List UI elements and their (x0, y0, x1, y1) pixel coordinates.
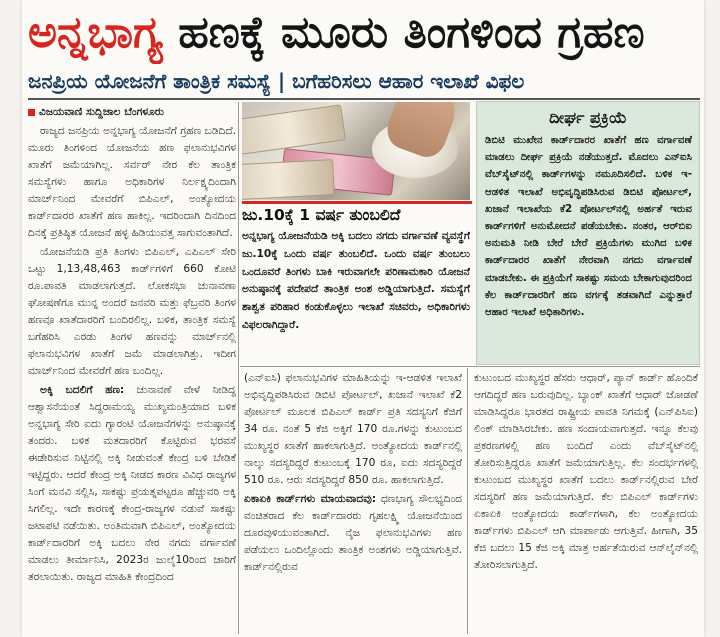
column-divider (238, 102, 239, 634)
article-paragraph (28, 382, 236, 586)
section-divider (240, 366, 700, 367)
subheadline: ಜನಪ್ರಿಯ ಯೋಜನೆಗೆ ತಾಂತ್ರಿಕ ಸಮಸ್ಯೆ | ಬಗೆಹರಿಸಲು ಆಹಾರ ಇಲಾಖೆ ವಿಫಲ (28, 69, 525, 93)
currency-note-image (242, 159, 335, 200)
box-title: ಜು.10ಕ್ಕೆ 1 ವರ್ಷ ತುಂಬಲಿದೆ (242, 206, 401, 224)
headline-rest: ಹಣಕ್ಕೆ ಮೂರು ತಿಂಗಳಿಂದ ಗ್ರಹಣ (162, 7, 645, 58)
article-paragraph: ಯೋಜನೆಯಡಿ ಪ್ರತಿ ತಿಂಗಳು ಬಿಪಿಎಲ್, ಎಪಿಎಲ್ ಸೇರಿ ಒಟ್ಟು 1,13,48,463 ಕಾರ್ಡ್‌ಗಳಿಗೆ 660 ಕೋಟಿ ರೂ.ಪಾವತಿ ಮಾಡಲಾಗುತ್ತದೆ. ಲೋಕಸಭಾ ಚುನಾವಣಾ ಘೋಷಣೆಗೂ ಮುನ್ನ ಅಂದರೆ ಜನವರಿ ಮತ್ತು ಫೆಬ್ರವರಿ ತಿಂಗಳ ಹಣವೂ ಖಾತೆದಾರರಿಗೆ ಬಂದಿರಲಿಲ್ಲ. ಬಳಿಕ, ತಾಂತ್ರಿಕ ಸಮಸ್ಯೆ ಬಗೆಹರಿಸಿ ಎರಡು ತಿಂಗಳ ಹಣವನ್ನು ಮಾರ್ಚ್‌ನಲ್ಲಿ ಫಲಾನುಭವಿಗಳ ಖಾತೆಗೆ ಜಮೆ ಮಾಡಲಾಗಿತ್ತು. ಇದೀಗ ಮಾರ್ಚ್‌ನಿಂದ ಮೇವರೆಗೆ ಹಣ ಬಂದಿಲ್ಲ. (28, 246, 236, 377)
subheading: ಏಕಾಏಕಿ ಕಾರ್ಡ್‌ಗಳು ಮಾಯವಾದವು: (244, 493, 377, 505)
bullet-icon (28, 109, 35, 116)
article-paragraph: ಕುಟುಂಬದ ಮುಖ್ಯಸ್ಥರ ಹೆಸರು ಆಧಾರ್, ಪ್ಯಾನ್ ಕಾರ್ಡ್ ಹೊಂದಿಕೆ ಆಗದಿದ್ದರೆ ಹಣ ಬರುವುದಿಲ್ಲ. ಬ್ಯಾಂಕ್ ಖಾತೆಗೆ ಆಧಾರ್ ಜೋಡಣೆ ಮಾಡಿಸಿದ್ದರೂ ಭಾರತದ ರಾಷ್ಟ್ರೀಯ ಪಾವತಿ ನಿಗಮಕ್ಕೆ (ಎನ್‌ಪಿಸಿಐ) ಲಿಂಕ್ ಮಾಡಿಸಿರಬೇಕು. ಹಣ ಸಂದಾಯವಾಗುತ್ತದೆ. ಇನ್ನೂ ಕೆಲವು ಪ್ರಕರಣಗಳಲ್ಲಿ ಹಣ ಬಂದಿದೆ ಎಂದು ವೆಬ್‌ಸೈಟ್‌ನಲ್ಲಿ ತೋರಿಸುತ್ತಿದ್ದರೂ ಖಾತೆಗೆ ಜಮೆಯಾಗುತ್ತಿಲ್ಲ. ಕೆಲ ಸಂದರ್ಭಗಳಲ್ಲಿ ಕುಟುಂಬದ ಮುಖ್ಯಸ್ಥರ ಖಾತೆಗೆ ಬದಲು ಕಾರ್ಡ್‌ನಲ್ಲಿರುವ ಬೇರೆ ಸದಸ್ಯರಿಗೆ ಹಣ ಜಮೆಯಾಗುತ್ತಿದೆ. ಕೆಲ ಬಿಪಿಎಲ್ ಕಾರ್ಡ್‌ಗಳು ಏಕಾಏಕಿ ಅಂತ್ಯೋದಯ ಕಾರ್ಡ್‌ಗಳಾಗಿ, ಕೆಲ ಅಂತ್ಯೋದಯ ಕಾರ್ಡ್‌ಗಳು ಬಿಪಿಎಲ್ ಆಗಿ ಮಾರ್ಪಾಡು ಆಗುತ್ತಿವೆ. ಹೀಗಾಗಿ, 35 ಕೆಜಿ ಬದಲು 15 ಕೆಜಿ ಅಕ್ಕಿ ಮಾತ್ರ ಅರ್ಹತೆಯಿರುವ ಆನ್‌ಲೈನ್‌ನಲ್ಲಿ ತೋರಿಸಲಾಗುತ್ತಿದೆ. (474, 372, 698, 571)
headline-divider (28, 98, 700, 100)
article-column-2 (244, 370, 462, 634)
sidebar-title: ದೀರ್ಘ ಪ್ರಕ್ರಿಯೆ (549, 108, 627, 127)
process-sidebar (476, 101, 700, 365)
column-divider (467, 368, 468, 634)
byline-paragraph (28, 104, 236, 121)
article-paragraph: (ಎನ್‌ಐಸಿ) ಫಲಾನುಭವಿಗಳ ಮಾಹಿತಿಯನ್ನು ಇ-ಆಡಳಿತ ಇಲಾಖೆ ಅಭಿವೃದ್ಧಿಪಡಿಸಿರುವ ಡಿಬಿಟಿ ಪೋರ್ಟಲ್, ಖಜಾನೆ ಇಲಾಖೆ ಕೆ2 ಪೋರ್ಟಲ್ ಮೂಲಕ ಬಿಪಿಎಲ್ ಕಾರ್ಡ್ ಪ್ರತಿ ಸದಸ್ಯನಿಗೆ ಕೆಜಿಗೆ 34 ರೂ. ನಂತೆ 5 ಕೆಜಿ ಅಕ್ಕಿಗೆ 170 ರೂ.ಗಳನ್ನು ಕುಟುಂಬದ ಮುಖ್ಯಸ್ಥರ ಖಾತೆಗೆ ಹಾಕಲಾಗುತ್ತಿದೆ. ಅಂತ್ಯೋದಯ ಕಾರ್ಡ್‌ನಲ್ಲಿ ನಾಲ್ಕು ಸದಸ್ಯರಿದ್ದರೆ ಕುಟುಂಬಕ್ಕೆ 170 ರೂ, ಐದು ಸದಸ್ಯರಿದ್ದರೆ 510 ರೂ. ಆರು ಸದಸ್ಯರಿದ್ದರೆ 850 ರೂ. ಹಾಕಲಾಗುತ್ತಿದೆ. (244, 372, 462, 486)
headline-scheme-name: ಅನ್ನಭಾಗ್ಯ (28, 7, 163, 58)
article-paragraph: ರಾಜ್ಯದ ಜನಪ್ರಿಯ ಅನ್ನಭಾಗ್ಯ ಯೋಜನೆಗೆ ಗ್ರಹಣ ಬಡಿದಿದೆ. ಮೂರು ತಿಂಗಳಿಂದ ಯೋಜನೆಯ ಹಣ ಫಲಾನುಭವಿಗಳ ಖಾತೆಗೆ ಜಮೆಯಾಗಿಲ್ಲ. ಸರ್ವರ್ ನೇರ ಕೆಲ ತಾಂತ್ರಿಕ ಸಮಸ್ಯೆಗಳು ಹಾಗೂ ಅಧಿಕಾರಿಗಳ ನಿರ್ಲಕ್ಷ್ಯದಿಂದಾಗಿ ಮಾರ್ಚ್‌ನಿಂದ ಮೇವರೆಗೆ ಬಿಪಿಎಲ್, ಅಂತ್ಯೋದಯ ಕಾರ್ಡ್‌ದಾರರ ಖಾತೆಗೆ ಹಣ ಹಾಕಿಲ್ಲ. ಇದರಿಂದಾಗಿ ದಿನದಿಂದ ದಿನಕ್ಕೆ ಪ್ರತಿಷ್ಠಿತ ಯೋಜನೆ ಹಳ್ಳ ಹಿಡಿಯುವತ್ತ ಸಾಗುವಂತಾಗಿದೆ. (28, 125, 236, 239)
currency-note-image (242, 104, 346, 155)
box-body: ಅನ್ನಭಾಗ್ಯ ಯೋಜನೆಯಡಿ ಅಕ್ಕಿ ಬದಲು ನಗದು ವರ್ಗಾವಣೆ ವ್ಯವಸ್ಥೆಗೆ ಜು.10ಕ್ಕೆ ಒಂದು ವರ್ಷ ತುಂಬಲಿದೆ. ಒಂದು ವರ್ಷ ತುಂಬಲು ಒಂದೂವರೆ ತಿಂಗಳು ಬಾಕಿ ಇರುವಾಗಲೇ ಪರಿಣಾಮಕಾರಿ ಯೋಜನೆ ಅನುಷ್ಠಾನಕ್ಕೆ ಪದೇಪದೆ ತಾಂತ್ರಿಕ ಅಂಶ ಅಡ್ಡಿಯಾಗುತ್ತಿದೆ. ಸಮಸ್ಯೆಗೆ ಶಾಶ್ವತ ಪರಿಹಾರ ಕಂಡುಕೊಳ್ಳಲು ಇಲಾಖೆ ಸಚಿವರು, ಅಧಿಕಾರಿಗಳು ವಿಫಲರಾಗಿದ್ದಾರೆ. (242, 230, 470, 331)
headline (28, 4, 698, 64)
sidebar-body: ಡಿಬಿಟಿ ಮುಖೇನ ಕಾರ್ಡ್‌ದಾರರ ಖಾತೆಗೆ ಹಣ ವರ್ಗಾವಣೆ ಮಾಡಲು ದೀರ್ಘ ಪ್ರಕ್ರಿಯೆ ನಡೆಯುತ್ತದೆ. ಮೊದಲು ಎನ್‌ಐಸಿ ವೆಬ್‌ಸೈಟ್‌ನಲ್ಲಿ ಕಾರ್ಡ್‌ಗಳನ್ನು ನಮೂದಿಸಲಿದೆ. ಬಳಿಕ ಇ-ಆಡಳಿತ ಇಲಾಖೆ ಅಭಿವೃದ್ಧಿಪಡಿಸಿರುವ ಡಿಬಿಟಿ ಪೋರ್ಟಲ್, ಖಜಾನೆ ಇಲಾಖೆಯ ಕೆ2 ಪೋರ್ಟಲ್‌ನಲ್ಲಿ ಅರ್ಹತೆ ಇರುವ ಕಾರ್ಡ್‌ಗಳಿಗೆ ಅನುಮೋದನೆ ಪಡೆಯಬೇಕು. ನಂತರ, ಆರ್‌ಬಿಐ ಅನುಮತಿ ನೀಡಿ ಬೇರೆ ಬೇರೆ ಪ್ರಕ್ರಿಯೆಗಳು ಮುಗಿದ ಬಳಿಕ ಕಾರ್ಡ್‌ದಾರರ ಖಾತೆಗೆ ನೇರವಾಗಿ ನಗದು ವರ್ಗಾವಣೆ ಮಾಡಬೇಕು. ಈ ಪ್ರಕ್ರಿಯೆಗೆ ಸಾಕಷ್ಟು ಸಮಯ ಬೇಕಾಗುವುದರಿಂದ ಕೆಲ ಕಾರ್ಡ್‌ದಾರರಿಗೆ ಹಣ ವರ್ಗಕ್ಕೆ ತಡವಾಗಿದೆ ಎನ್ನುತ್ತಾರೆ ಆಹಾರ ಇಲಾಖೆ ಅಧಿಕಾರಿಗಳು. (485, 135, 692, 319)
rice-and-currency-photo (242, 102, 470, 200)
article-column-3 (474, 370, 698, 634)
newspaper-page (22, 0, 704, 637)
article-paragraph (244, 491, 462, 576)
paragraph-text: ಚುನಾವಣೆ ವೇಳೆ ನೀಡಿದ್ದ ಆಶ್ವಾಸನೆಯಂತೆ ಸಿದ್ದರಾಮಯ್ಯ ಮುಖ್ಯಮಂತ್ರಿಯಾದ ಬಳಿಕ ಅನ್ನಭಾಗ್ಯ ಸೇರಿ ಐದು ಗ್ಯಾರಂಟಿ ಯೋಜನೆಗಳನ್ನು ಅನುಷ್ಠಾನಕ್ಕೆ ತಂದರು. ಬಳಿಕ ಮತದಾರರಿಗೆ ಕೊಟ್ಟಿರುವ ಭರವಸೆ ಈಡೇರಿಸುವ ನಿಟ್ಟಿನಲ್ಲಿ ಅಕ್ಕಿ ನೀಡುವಂತೆ ಕೇಂದ್ರ ಬಳಿ ಬೇಡಿಕೆ ಇಟ್ಟಿದ್ದರು. ಆದರೆ ಕೇಂದ್ರ ಅಕ್ಕಿ ನೀಡದ ಕಾರಣ ವಿವಿಧ ರಾಜ್ಯಗಳ ಸಿಂಗೆ ಮನವಿ ಸಲ್ಲಿಸಿ, ಸಾಕಷ್ಟು ಪ್ರಯತ್ನಪಟ್ಟರೂ ಹೆಚ್ಚುವರಿ ಅಕ್ಕಿ ಸಿಗಲಿಲ್ಲ. ಇದೇ ಕಾರಣಕ್ಕೆ ಕೇಂದ್ರ-ರಾಜ್ಯಗಳ ನಡುವೆ ಸಾಕಷ್ಟು ಜಟಾಪಟಿ ನಡೆಯಿತು. ಅಂತಿಮವಾಗಿ ಬಿಪಿಎಲ್, ಅಂತ್ಯೋದಯ ಕಾರ್ಡ್‌ದಾರರಿಗೆ ಅಕ್ಕಿ ಬದಲು ನೇರ ನಗದು ವರ್ಗಾವಣೆ ಮಾಡಲು ತೀರ್ಮಾನಿಸಿ, 2023ರ ಜುಲೈ10ರಿಂದ ಜಾರಿಗೆ ತರಲಾಯಿತು. ರಾಜ್ಯದ ಮಾಹಿತಿ ಕೇಂದ್ರದಿಂದ (28, 384, 236, 583)
byline: ವಿಜಯವಾಣಿ ಸುದ್ದಿಜಾಲ ಬೆಂಗಳೂರು (39, 106, 164, 118)
paragraph-text: ಧಣಭಾಗ್ಯ ಸೌಲಭ್ಯದಿಂದ ವಂಚಿತರಾದ ಕೆಲ ಕಾರ್ಡ್‌ದಾರರು ಗೃಹಲಕ್ಷ್ಮಿ ಯೋಜನೆಯಿಂದ ದೂರವುಳಿಯುವಂತಾಗಿದೆ. ನೈಜ ಫಲಾನುಭವಿಗಳು ಹಣ ಪಡೆಯಲು ಒಂದಿಲ್ಲೊಂದು ತಾಂತ್ರಿಕ ಅಂಶಗಳು ಅಡ್ಡಿಯಾಗುತ್ತಿವೆ. ಕಾರ್ಡ್‌ನಲ್ಲಿರುವ (244, 493, 462, 573)
article-column-1 (28, 104, 236, 634)
subheading: ಅಕ್ಕಿ ಬದಲಿಗೆ ಹಣ: (40, 384, 125, 396)
